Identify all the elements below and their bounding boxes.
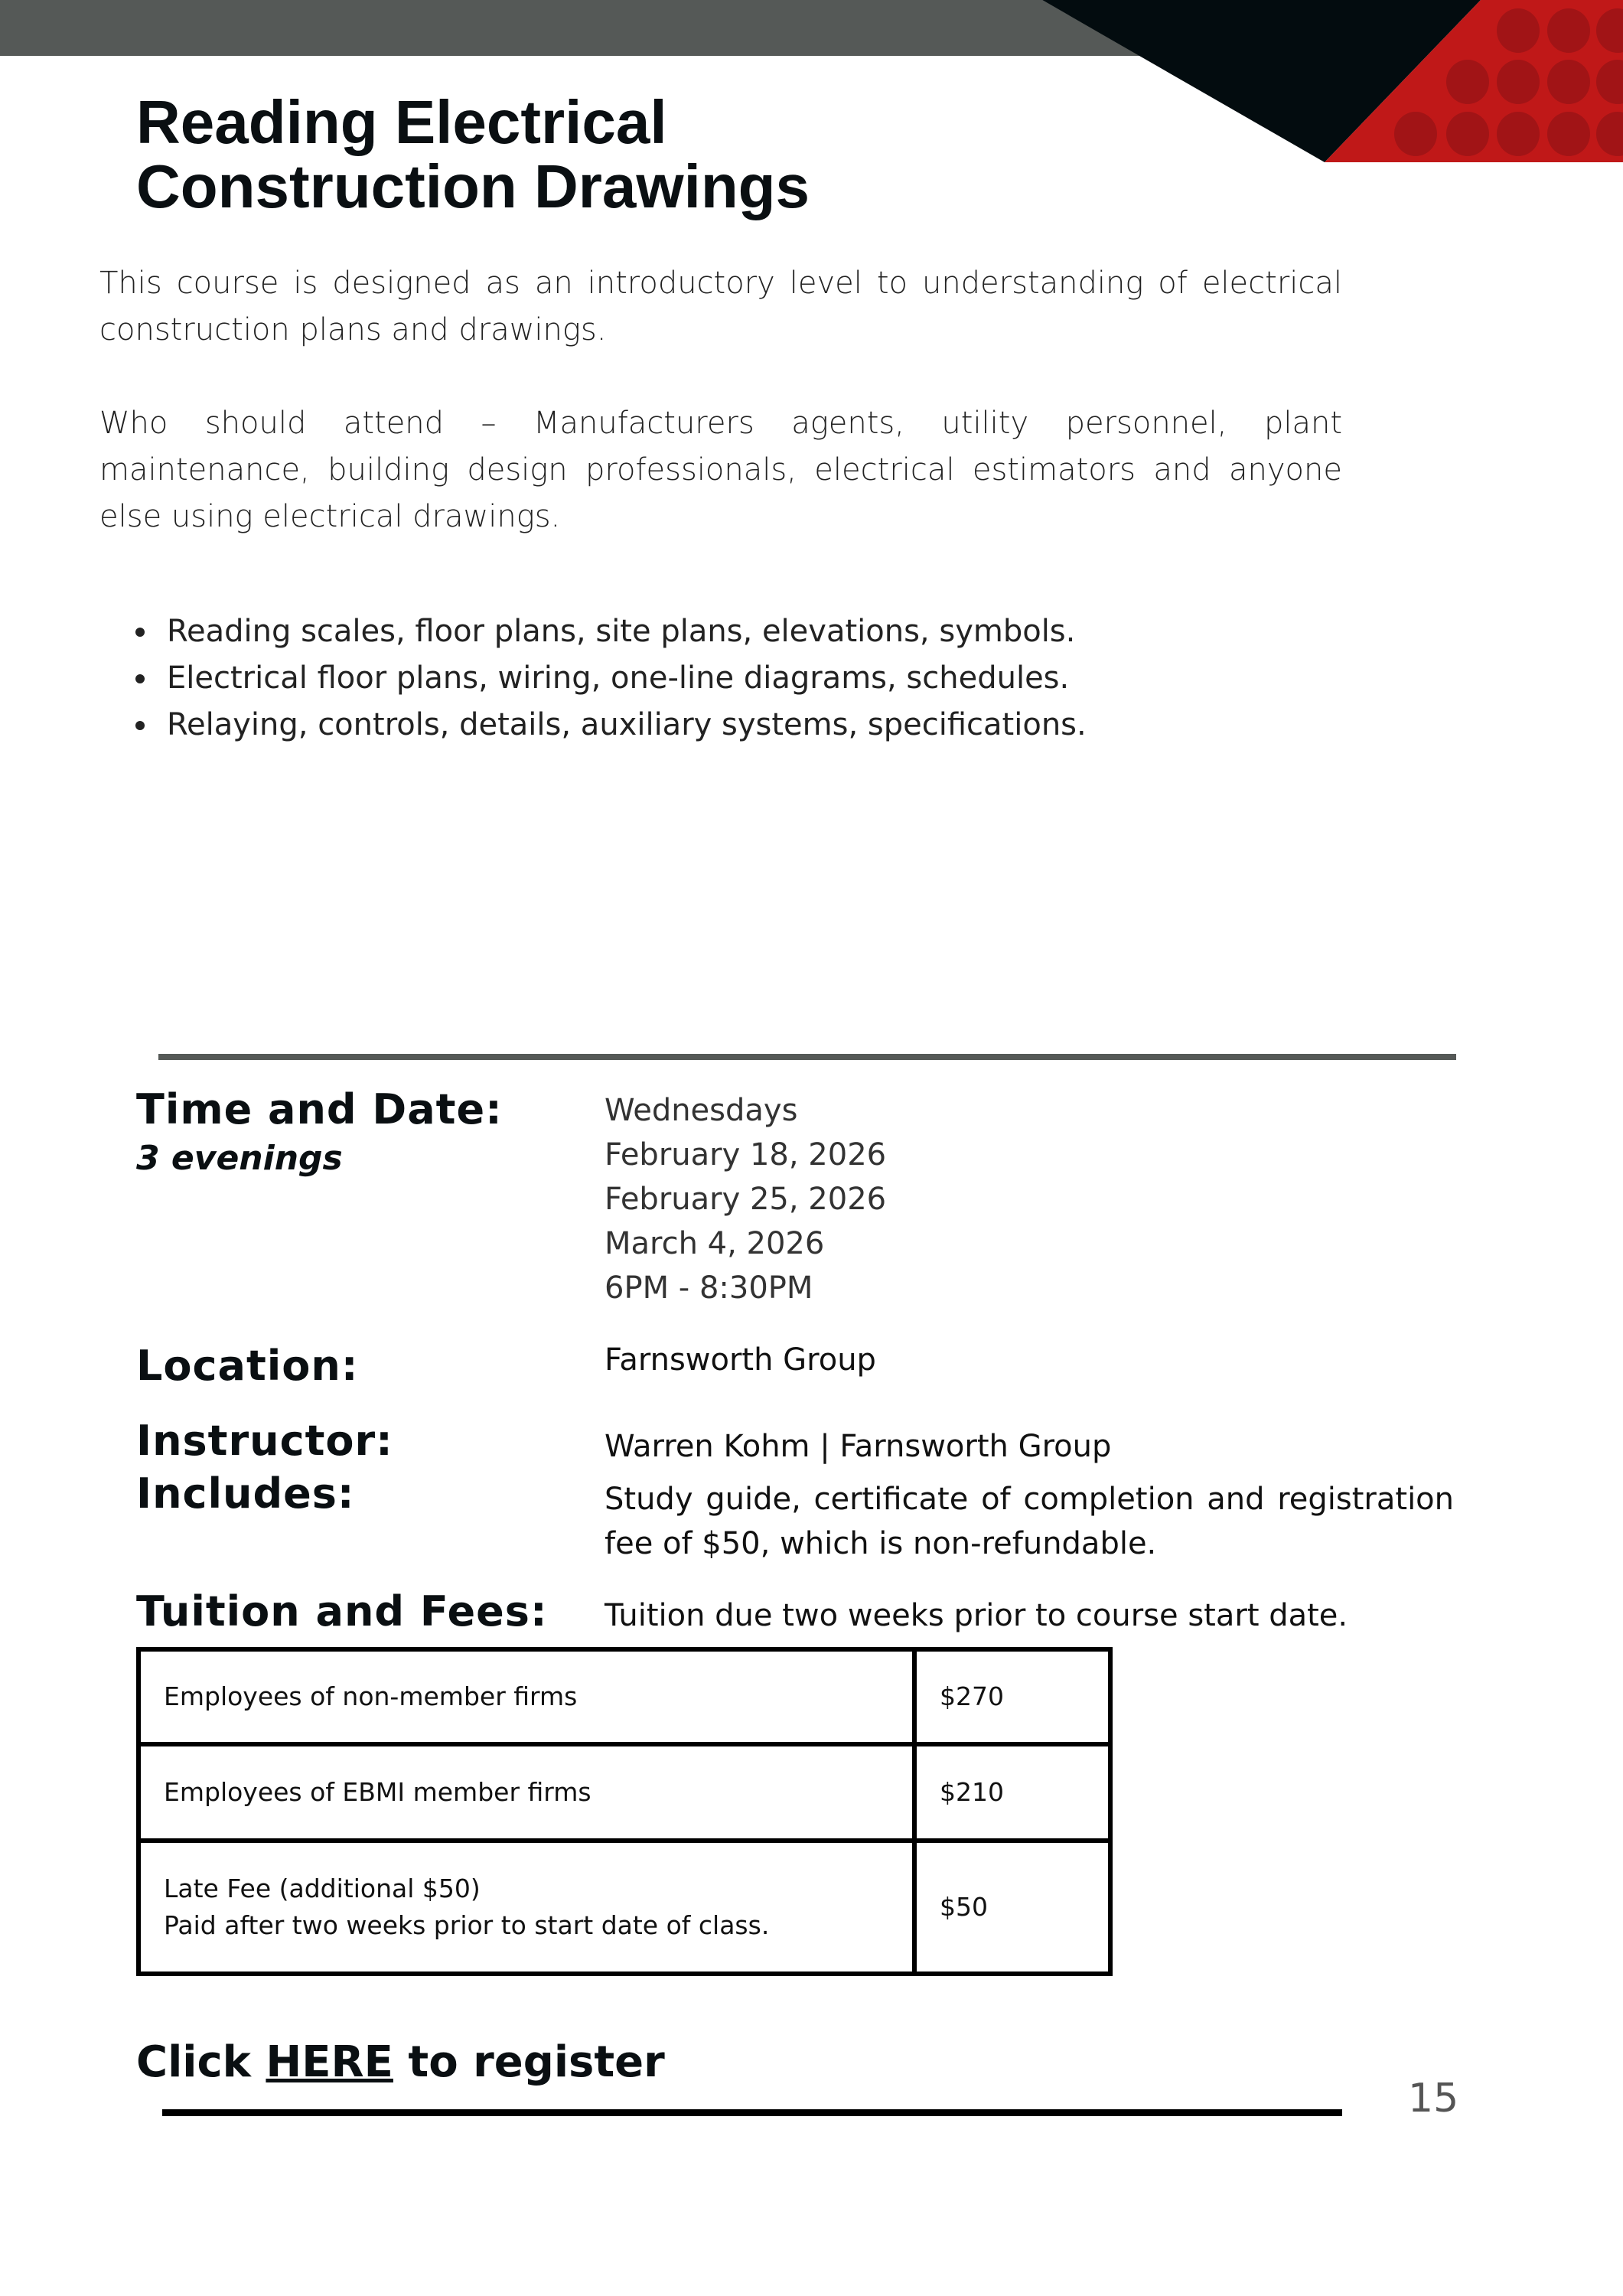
page-title: [136, 90, 810, 219]
sessions-count: 3 evenings: [136, 1139, 343, 1178]
fee-description: [139, 1841, 914, 1974]
late-fee-title: Late Fee (additional $50): [164, 1874, 481, 1903]
title-line-2: Construction Drawings: [136, 152, 810, 220]
schedule-date: February 18, 2026: [605, 1137, 887, 1172]
list-item: • Relaying, controls, details, auxiliary systems, specifications.: [159, 702, 1087, 748]
section-divider: [158, 1054, 1456, 1060]
fees-table: [136, 1647, 1113, 1976]
includes-label: Includes:: [136, 1469, 355, 1518]
table-row: [139, 1649, 1110, 1744]
register-text-pre: Click: [136, 2037, 266, 2087]
late-fee-note: Paid after two weeks prior to start date of class.: [164, 1910, 770, 1940]
schedule-date: March 4, 2026: [605, 1226, 825, 1261]
intro-paragraph: This course is designed as an introductory level to understanding of electrical construction plans and drawings.: [99, 266, 1342, 347]
instructor-value: Warren Kohm | Farnsworth Group: [605, 1429, 1112, 1464]
list-item: • Reading scales, floor plans, site plans, elevations, symbols.: [159, 608, 1087, 655]
footer-rule: [162, 2109, 1342, 2116]
schedule-time: 6PM - 8:30PM: [605, 1270, 813, 1306]
fee-price: $270: [914, 1649, 1110, 1744]
fee-price: $210: [914, 1744, 1110, 1841]
page-number: 15: [1408, 2076, 1459, 2122]
list-item: • Electrical floor plans, wiring, one-line diagrams, schedules.: [159, 655, 1087, 702]
register-link[interactable]: HERE: [266, 2037, 393, 2087]
includes-value: Study guide, certificate of completion and registration fee of $50, which is non-refundable.: [605, 1482, 1454, 1561]
table-row: [139, 1841, 1110, 1974]
fee-price: $50: [914, 1841, 1110, 1974]
fee-description: Employees of non-member firms: [139, 1649, 914, 1744]
register-prompt: [136, 2037, 665, 2087]
location-label: Location:: [136, 1342, 359, 1390]
title-line-1: Reading Electrical: [136, 88, 667, 156]
time-date-label: Time and Date:: [136, 1085, 503, 1133]
tuition-note: Tuition due two weeks prior to course start date.: [605, 1598, 1348, 1633]
fee-description: Employees of EBMI member firms: [139, 1744, 914, 1841]
gray-bar: [0, 0, 1140, 56]
register-text-post: to register: [393, 2037, 665, 2087]
topic-list: [121, 608, 1087, 748]
schedule-list: [605, 1088, 886, 1310]
tuition-label: Tuition and Fees:: [136, 1587, 548, 1636]
instructor-label: Instructor:: [136, 1417, 393, 1465]
schedule-day: Wednesdays: [605, 1093, 798, 1128]
table-row: [139, 1744, 1110, 1841]
audience-paragraph: Who should attend – Manufacturers agents, utility personnel, plant maintenance, building design professionals, electrical estimators and anyone else using electrical drawings.: [99, 406, 1342, 534]
schedule-date: February 25, 2026: [605, 1182, 887, 1217]
location-value: Farnsworth Group: [605, 1342, 876, 1378]
